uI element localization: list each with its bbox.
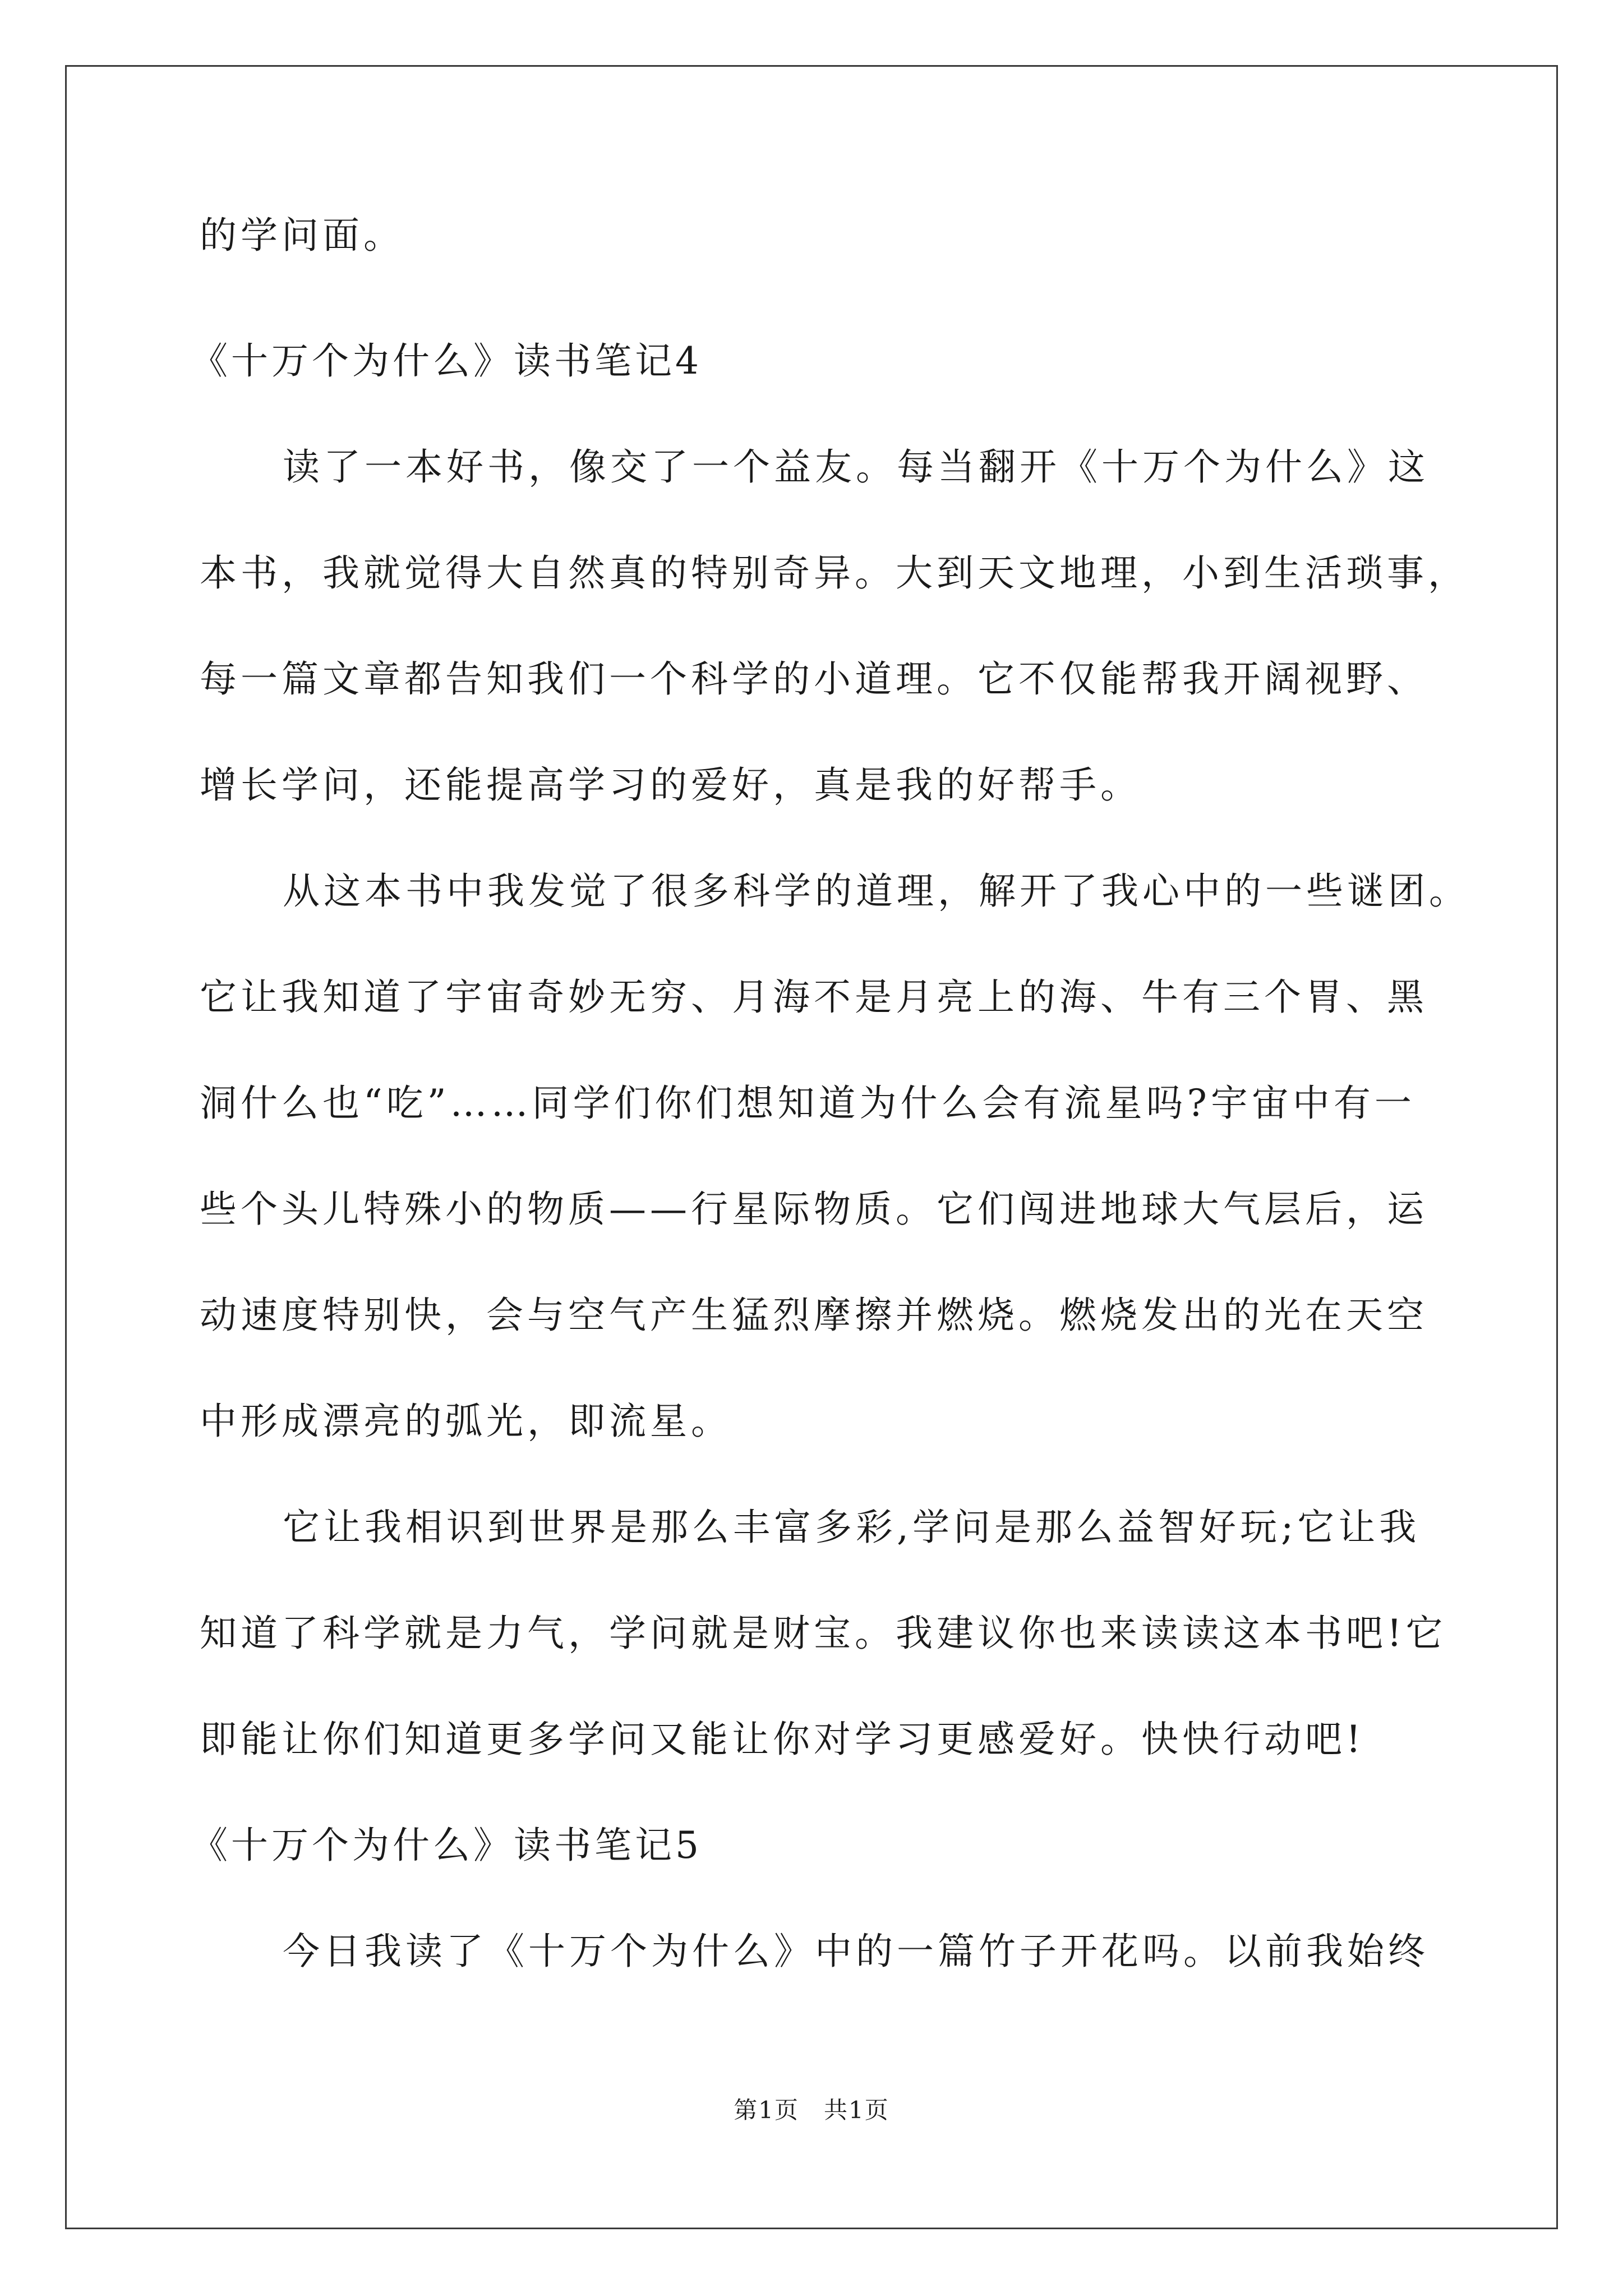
paragraph-line: 增长学问，还能提高学习的爱好，真是我的好帮手。 (200, 763, 1141, 807)
paragraph-line: 中形成漂亮的弧光，即流星。 (200, 1400, 732, 1443)
paragraph-line: 读了一本好书，像交了一个益友。每当翻开《十万个为什么》这 (283, 445, 1429, 489)
paragraph-line: 它让我相识到世界是那么丰富多彩,学问是那么益智好玩;它让我 (283, 1506, 1421, 1549)
paragraph-line: 即能让你们知道更多学问又能让你对学习更感爱好。快快行动吧! (200, 1718, 1365, 1761)
paragraph-line: 知道了科学就是力气，学问就是财宝。我建议你也来读读这本书吧!它 (200, 1612, 1447, 1655)
paragraph-line: 今日我读了《十万个为什么》中的一篇竹子开花吗。以前我始终 (283, 1930, 1429, 1973)
paragraph-line: 从这本书中我发觉了很多科学的道理，解开了我心中的一些谜团。 (283, 869, 1470, 913)
page-border (65, 65, 1558, 2229)
paragraph-line: 动速度特别快，会与空气产生猛烈摩擦并燃烧。燃烧发出的光在天空 (200, 1294, 1428, 1337)
section-heading-notes-5: 《十万个为什么》读书笔记5 (191, 1824, 702, 1867)
paragraph-line: 些个头儿特殊小的物质——行星际物质。它们闯进地球大气层后，运 (200, 1188, 1428, 1231)
page-number-footer: 第1页 共1页 (734, 2096, 889, 2124)
paragraph-line: 每一篇文章都告知我们一个科学的小道理。它不仅能帮我开阔视野、 (200, 657, 1428, 701)
section-heading-notes-4: 《十万个为什么》读书笔记4 (191, 339, 702, 383)
paragraph-line: 本书，我就觉得大自然真的特别奇异。大到天文地理，小到生活琐事， (200, 551, 1469, 595)
paragraph-line: 它让我知道了宇宙奇妙无穷、月海不是月亮上的海、牛有三个胃、黑 (200, 976, 1428, 1019)
paragraph-line: 洞什么也“吃”……同学们你们想知道为什么会有流星吗?宇宙中有一 (200, 1082, 1415, 1125)
body-line-continuation: 的学问面。 (200, 214, 404, 257)
